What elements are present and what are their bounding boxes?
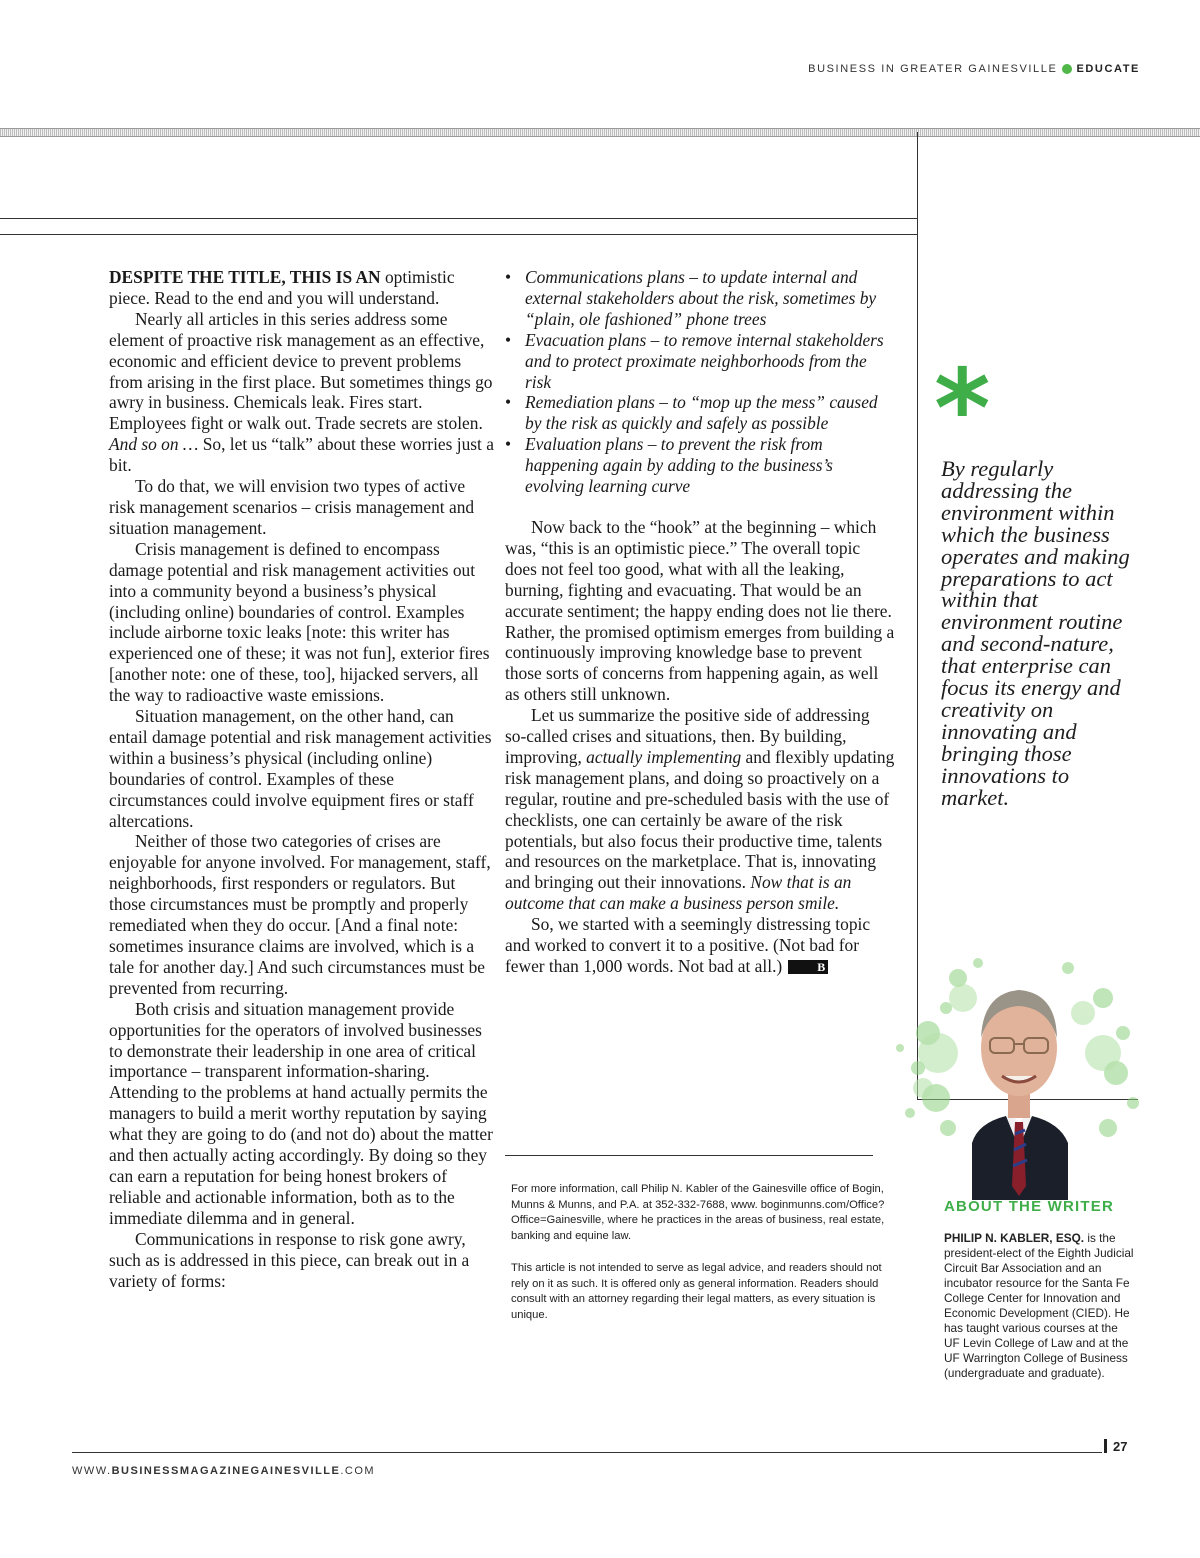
list-item: • Evacuation plans – to remove internal stakeholders and to protect proximate neighborhoods from the risk [505, 330, 895, 393]
about-heading: ABOUT THE WRITER [944, 1198, 1115, 1215]
paragraph-text: and flexibly updating risk management plans, and doing so proactively on a regular, routine and pre-scheduled basis with the use of checklists, one can certainly be aware of the risk potentials, but also focus their productive time, talents and resources on the marketplace. That is, innovating and bringing out their innovations. [505, 746, 895, 893]
pull-quote: By regularly addressing the environment within which the business operates and making preparations to act within that environment routine and second-nature, that enterprise can focus its energy and creativity on innovating and bringing those innovations to market. [941, 456, 1130, 810]
paragraph: To do that, we will envision two types of active risk management scenarios – crisis management and situation management. [109, 476, 475, 538]
header-band [0, 128, 1200, 137]
footnote-rule [505, 1155, 873, 1156]
paragraph-text: Let us summarize the positive side of addressing so-called crises and situations, then. By building, improving, [505, 705, 870, 767]
section-label: EDUCATE [1076, 63, 1140, 75]
paragraph: Crisis management is defined to encompass damage potential and risk management activities out into a community beyond a business’s physical (including online) boundaries of control. Examples include airborne toxic leaks [note: this writer has experienced one of these; it was not fun], exterior fires [another note: one of these, too], hijacked servers, all the way to radioactive waste emissions. [109, 538, 490, 706]
url-prefix: WWW. [72, 1465, 112, 1477]
footer-rule [72, 1452, 1102, 1453]
url-suffix: .COM [340, 1465, 376, 1477]
paragraph-italic: actually implementing [586, 746, 742, 767]
paragraph: Now back to the “hook” at the beginning – which was, “this is an optimistic piece.” The overall topic does not feel too good, what with all the leaking, burning, fighting and evacuating. That would be an accurate sentiment; the happy ending does not lie there. Rather, the promised optimism emerges from building a continuously improving knowledge base to prevent those sorts of concerns from happening again, as well as others still unknown. [505, 516, 895, 705]
page-number: 27 [1113, 1439, 1128, 1454]
author-name: PHILIP N. KABLER, ESQ. [944, 1231, 1085, 1245]
paragraph-text: So, let us “talk” about these worries just a bit. [109, 434, 494, 476]
article-column-2 [505, 267, 895, 977]
website-url[interactable] [72, 1465, 375, 1477]
paragraph-text: So, we started with a seemingly distressing topic and worked to convert it to a positive. (Not bad for fewer than 1,000 words. Not bad at all.) [505, 914, 871, 976]
contact-note: For more information, call Philip N. Kabler of the Gainesville office of Bogin, Munns & Munns, and P.A. at 352-332-7688, www. boginmunns.com/Office?Office=Gainesville, where he practices in the areas of business, real estate, banking and equine law. [511, 1183, 885, 1242]
paragraph: Both crisis and situation management provide opportunities for the operators of involved businesses to demonstrate their leadership in one area of critical importance – transparent information-sharing. Attending to the problems at hand actually permits the managers to build a merit worthy reputation by saying what they are going to do (and not do) about the matter and then actually acting accordingly. By doing so they can earn a reputation for being honest brokers of reliable and actionable information, both as to the immediate dilemma and in general. [109, 998, 493, 1228]
list-item: • Evaluation plans – to prevent the risk from happening again by adding to the business’s evolving learning curve [505, 434, 895, 497]
lead-text: optimistic piece. Read to the end and you will understand. [109, 267, 455, 308]
article-column-1 [109, 267, 494, 1291]
paragraph [505, 914, 895, 977]
lead-paragraph [109, 267, 494, 309]
paragraph-italic: And so on … [109, 434, 199, 455]
url-domain: BUSINESSMAGAZINEGAINESVILLE [111, 1465, 341, 1477]
publication-name: BUSINESS IN GREATER GAINESVILLE [808, 63, 1058, 75]
asterisk-icon: * [934, 347, 991, 472]
running-header [808, 63, 1140, 75]
paragraph [505, 705, 895, 914]
list-item: • Remediation plans – to “mop up the mess” caused by the risk as quickly and safely as possible [505, 392, 895, 434]
author-bio [944, 1231, 1134, 1381]
title-area-rule-top [0, 218, 917, 219]
paragraph: Situation management, on the other hand, can entail damage potential and risk management activities within a business’s physical (including online) boundaries of control. Examples of these circumstances could involve equipment fires or staff altercations. [109, 706, 492, 831]
paragraph [109, 309, 494, 476]
lead-caps: DESPITE THE TITLE, THIS IS AN [109, 267, 381, 287]
list-item: • Communications plans – to update internal and external stakeholders about the risk, sometimes by “plain, ole fashioned” phone trees [505, 267, 895, 330]
page-number-bar [1104, 1439, 1107, 1453]
paragraph: Neither of those two categories of crises are enjoyable for anyone involved. For management, staff, neighborhoods, first responders or regulators. But those circumstances must be promptly and properly remediated when they do occur. [And a final note: sometimes insurance claims are involved, which is a tale for another day.] And such circumstances must be prevented from recurring. [109, 831, 491, 998]
green-dot-icon [1062, 64, 1072, 74]
title-area-rule-bottom [0, 234, 917, 235]
plans-list [505, 267, 895, 497]
paragraph: Communications in response to risk gone awry, such as is addressed in this piece, can break out in a variety of forms: [109, 1228, 470, 1291]
paragraph-italic: Now that is an outcome that can make a business person smile. [505, 872, 852, 914]
author-photo [888, 938, 1150, 1200]
bio-text: is the president-elect of the Eighth Judicial Circuit Bar Association and an incubator resource for the Santa Fe College Center for Innovation and Economic Development (CIED). He has taught various courses at the UF Levin College of Law and at the UF Warrington College of Business (undergraduate and graduate). [944, 1231, 1134, 1380]
end-mark-icon: B [788, 960, 828, 974]
paragraph-text: Nearly all articles in this series address some element of proactive risk management as an effective, economic and efficient device to prevent problems from arising in the first place. But sometimes things go awry in business. Chemicals leak. Fires start. Employees fight or walk out. Trade secrets are stolen. [109, 308, 493, 434]
disclaimer-note: This article is not intended to serve as legal advice, and readers should not rely on it as such. It is offered only as general information. Readers should consult with an attorney regarding their legal matters, as every situation is unique. [511, 1262, 882, 1321]
